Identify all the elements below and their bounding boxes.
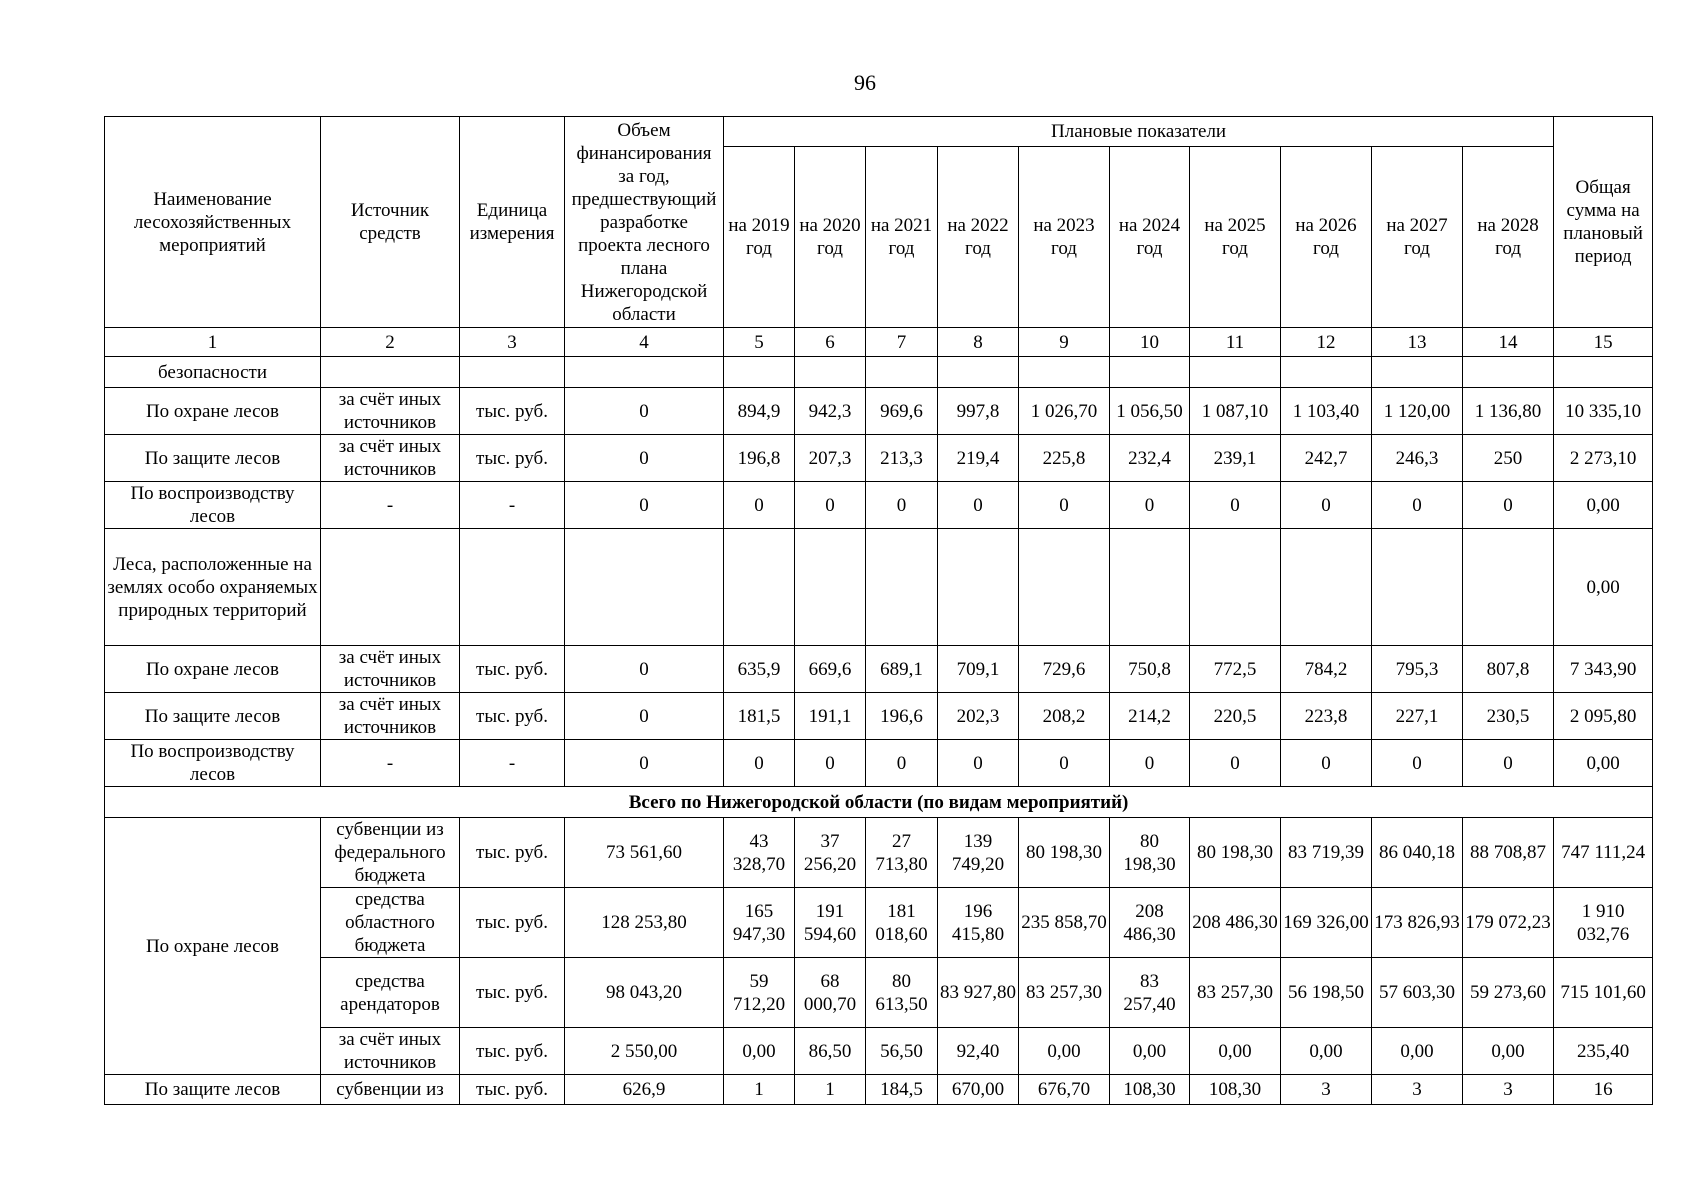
value-cell: 1 103,40	[1281, 388, 1372, 435]
value-cell: 56,50	[866, 1028, 938, 1075]
value-cell: 3	[1281, 1075, 1372, 1105]
value-cell: 0	[866, 482, 938, 529]
activity-name: Леса, расположенные на землях особо охраняемых природных территорий	[105, 529, 321, 646]
value-cell: 0	[1463, 740, 1554, 787]
value-cell: 37 256,20	[795, 818, 866, 888]
value-cell: 807,8	[1463, 646, 1554, 693]
value-cell: 86,50	[795, 1028, 866, 1075]
table-row	[105, 482, 1653, 529]
header-source: Источник средств	[321, 117, 460, 328]
value-cell: 0	[565, 693, 724, 740]
value-cell: 0	[1372, 482, 1463, 529]
value-cell: 0,00	[1554, 740, 1653, 787]
value-cell: 676,70	[1019, 1075, 1110, 1105]
value-cell: 80 613,50	[866, 958, 938, 1028]
column-number: 13	[1372, 328, 1463, 357]
section-row	[105, 787, 1653, 818]
value-cell: 27 713,80	[866, 818, 938, 888]
table-row	[105, 888, 1653, 958]
empty-cell	[321, 529, 460, 646]
unit: -	[460, 740, 565, 787]
value-cell: 213,3	[866, 435, 938, 482]
activity-name: По охране лесов	[105, 646, 321, 693]
table-row	[105, 646, 1653, 693]
value-cell: 108,30	[1110, 1075, 1190, 1105]
value-cell: 80 198,30	[1019, 818, 1110, 888]
funding-source: за счёт иных источников	[321, 388, 460, 435]
table-row	[105, 958, 1653, 1028]
value-cell: 73 561,60	[565, 818, 724, 888]
table-row	[105, 1028, 1653, 1075]
table-row	[105, 1075, 1653, 1105]
value-cell: 0	[1110, 740, 1190, 787]
value-cell: 128 253,80	[565, 888, 724, 958]
value-cell: 0	[1372, 740, 1463, 787]
value-cell: 230,5	[1463, 693, 1554, 740]
value-cell: 1	[795, 1075, 866, 1105]
value-cell: 750,8	[1110, 646, 1190, 693]
column-number: 3	[460, 328, 565, 357]
value-cell: 0	[938, 482, 1019, 529]
column-number: 7	[866, 328, 938, 357]
value-cell: 219,4	[938, 435, 1019, 482]
funding-source: за счёт иных источников	[321, 693, 460, 740]
value-cell: 894,9	[724, 388, 795, 435]
value-cell: 0	[1190, 740, 1281, 787]
column-number: 14	[1463, 328, 1554, 357]
value-cell: 202,3	[938, 693, 1019, 740]
value-cell: 689,1	[866, 646, 938, 693]
activity-name: По защите лесов	[105, 1075, 321, 1105]
funding-source: средства арендаторов	[321, 958, 460, 1028]
value-cell: 969,6	[866, 388, 938, 435]
funding-source: за счёт иных источников	[321, 435, 460, 482]
value-cell: 196,8	[724, 435, 795, 482]
value-cell: 0	[565, 740, 724, 787]
value-cell: 208,2	[1019, 693, 1110, 740]
value-cell: 942,3	[795, 388, 866, 435]
column-number: 5	[724, 328, 795, 357]
page-number: 96	[854, 70, 876, 95]
header-year: на 2023 год	[1019, 147, 1110, 328]
value-cell: 635,9	[724, 646, 795, 693]
value-cell: 108,30	[1190, 1075, 1281, 1105]
value-cell: 2 095,80	[1554, 693, 1653, 740]
value-cell: 0	[1019, 740, 1110, 787]
empty-cell	[1019, 529, 1110, 646]
table-row	[105, 435, 1653, 482]
value-cell: 220,5	[1190, 693, 1281, 740]
empty-cell	[1110, 529, 1190, 646]
header-year: на 2020 год	[795, 147, 866, 328]
value-cell: 250	[1463, 435, 1554, 482]
value-cell: 2 550,00	[565, 1028, 724, 1075]
header-planned: Плановые показатели	[724, 117, 1554, 147]
value-cell: 43 328,70	[724, 818, 795, 888]
value-cell: 0,00	[1554, 529, 1653, 646]
value-cell: 246,3	[1372, 435, 1463, 482]
unit: тыс. руб.	[460, 693, 565, 740]
value-cell: 179 072,23	[1463, 888, 1554, 958]
value-cell: 0	[1281, 482, 1372, 529]
value-cell: 2 273,10	[1554, 435, 1653, 482]
table-row	[105, 740, 1653, 787]
value-cell: 795,3	[1372, 646, 1463, 693]
empty-cell	[1190, 529, 1281, 646]
empty-cell	[1372, 529, 1463, 646]
empty-cell	[460, 529, 565, 646]
header-year: на 2028 год	[1463, 147, 1554, 328]
header-year: на 2024 год	[1110, 147, 1190, 328]
header-year: на 2025 год	[1190, 147, 1281, 328]
header-year: на 2019 год	[724, 147, 795, 328]
empty-cell	[1281, 529, 1372, 646]
value-cell: 0,00	[1019, 1028, 1110, 1075]
column-number: 1	[105, 328, 321, 357]
activity-name: По защите лесов	[105, 435, 321, 482]
funding-source: за счёт иных источников	[321, 1028, 460, 1075]
value-cell: 0,00	[1110, 1028, 1190, 1075]
value-cell: 729,6	[1019, 646, 1110, 693]
value-cell: 59 712,20	[724, 958, 795, 1028]
value-cell: 214,2	[1110, 693, 1190, 740]
value-cell: 0,00	[724, 1028, 795, 1075]
column-number: 8	[938, 328, 1019, 357]
value-cell: 0,00	[1463, 1028, 1554, 1075]
value-cell: 0	[1281, 740, 1372, 787]
value-cell: 223,8	[1281, 693, 1372, 740]
value-cell: 57 603,30	[1372, 958, 1463, 1028]
empty-cell	[724, 529, 795, 646]
value-cell: 83 257,30	[1190, 958, 1281, 1028]
empty-cell	[1463, 529, 1554, 646]
column-number: 15	[1554, 328, 1653, 357]
value-cell: 1 910 032,76	[1554, 888, 1653, 958]
funding-source: средства областного бюджета	[321, 888, 460, 958]
value-cell: 181,5	[724, 693, 795, 740]
value-cell: 80 198,30	[1110, 818, 1190, 888]
value-cell: 0	[565, 388, 724, 435]
value-cell: 184,5	[866, 1075, 938, 1105]
value-cell: 1 087,10	[1190, 388, 1281, 435]
value-cell: 227,1	[1372, 693, 1463, 740]
table-row	[105, 388, 1653, 435]
activity-name: По охране лесов	[105, 388, 321, 435]
value-cell: 0	[1463, 482, 1554, 529]
continuation-label: безопасности	[105, 357, 321, 388]
value-cell: 772,5	[1190, 646, 1281, 693]
value-cell: 88 708,87	[1463, 818, 1554, 888]
value-cell: 715 101,60	[1554, 958, 1653, 1028]
value-cell: 0	[795, 482, 866, 529]
value-cell: 0,00	[1554, 482, 1653, 529]
value-cell: 235 858,70	[1019, 888, 1110, 958]
value-cell: 208 486,30	[1190, 888, 1281, 958]
value-cell: 232,4	[1110, 435, 1190, 482]
column-number: 2	[321, 328, 460, 357]
value-cell: 0	[938, 740, 1019, 787]
header-unit: Единица измерения	[460, 117, 565, 328]
forest-plan-table	[104, 116, 1653, 1105]
header-year: на 2021 год	[866, 147, 938, 328]
table-body	[105, 117, 1653, 1105]
unit: тыс. руб.	[460, 388, 565, 435]
activity-name: По воспроизводству лесов	[105, 482, 321, 529]
value-cell: 16	[1554, 1075, 1653, 1105]
value-cell: 0	[795, 740, 866, 787]
funding-source: -	[321, 740, 460, 787]
continuation-row	[105, 357, 1653, 388]
value-cell: 3	[1463, 1075, 1554, 1105]
value-cell: 80 198,30	[1190, 818, 1281, 888]
header-name: Наименование лесохозяйственных мероприятий	[105, 117, 321, 328]
value-cell: 0	[565, 482, 724, 529]
value-cell: 0	[1019, 482, 1110, 529]
table-row	[105, 818, 1653, 888]
column-number-row	[105, 328, 1653, 357]
column-number: 12	[1281, 328, 1372, 357]
unit: -	[460, 482, 565, 529]
unit: тыс. руб.	[460, 958, 565, 1028]
value-cell: 0	[565, 646, 724, 693]
value-cell: 242,7	[1281, 435, 1372, 482]
value-cell: 0	[724, 740, 795, 787]
header-volume: Объем финансирования за год, предшествующий разработке проекта лесного плана Нижегородской области	[565, 117, 724, 328]
value-cell: 191 594,60	[795, 888, 866, 958]
value-cell: 1 056,50	[1110, 388, 1190, 435]
value-cell: 196,6	[866, 693, 938, 740]
unit: тыс. руб.	[460, 435, 565, 482]
value-cell: 0,00	[1372, 1028, 1463, 1075]
value-cell: 1 026,70	[1019, 388, 1110, 435]
value-cell: 208 486,30	[1110, 888, 1190, 958]
value-cell: 139 749,20	[938, 818, 1019, 888]
value-cell: 92,40	[938, 1028, 1019, 1075]
unit: тыс. руб.	[460, 646, 565, 693]
value-cell: 83 257,40	[1110, 958, 1190, 1028]
column-number: 6	[795, 328, 866, 357]
value-cell: 196 415,80	[938, 888, 1019, 958]
value-cell: 225,8	[1019, 435, 1110, 482]
group-name: По охране лесов	[105, 818, 321, 1075]
value-cell: 169 326,00	[1281, 888, 1372, 958]
column-number: 11	[1190, 328, 1281, 357]
value-cell: 10 335,10	[1554, 388, 1653, 435]
header-row-top	[105, 117, 1653, 147]
value-cell: 709,1	[938, 646, 1019, 693]
funding-source: субвенции из федерального бюджета	[321, 818, 460, 888]
value-cell: 784,2	[1281, 646, 1372, 693]
value-cell: 59 273,60	[1463, 958, 1554, 1028]
value-cell: 626,9	[565, 1075, 724, 1105]
unit: тыс. руб.	[460, 1028, 565, 1075]
section-title: Всего по Нижегородской области (по видам мероприятий)	[105, 787, 1653, 818]
value-cell: 0,00	[1190, 1028, 1281, 1075]
header-year: на 2027 год	[1372, 147, 1463, 328]
funding-source: -	[321, 482, 460, 529]
value-cell: 165 947,30	[724, 888, 795, 958]
value-cell: 0	[724, 482, 795, 529]
value-cell: 68 000,70	[795, 958, 866, 1028]
value-cell: 239,1	[1190, 435, 1281, 482]
empty-cell	[938, 529, 1019, 646]
activity-name: По воспроизводству лесов	[105, 740, 321, 787]
value-cell: 83 719,39	[1281, 818, 1372, 888]
value-cell: 181 018,60	[866, 888, 938, 958]
column-number: 9	[1019, 328, 1110, 357]
activity-name: По защите лесов	[105, 693, 321, 740]
value-cell: 191,1	[795, 693, 866, 740]
value-cell: 0	[1190, 482, 1281, 529]
value-cell: 669,6	[795, 646, 866, 693]
value-cell: 173 826,93	[1372, 888, 1463, 958]
column-number: 10	[1110, 328, 1190, 357]
column-number: 4	[565, 328, 724, 357]
value-cell: 98 043,20	[565, 958, 724, 1028]
unit: тыс. руб.	[460, 888, 565, 958]
unit: тыс. руб.	[460, 1075, 565, 1105]
value-cell: 56 198,50	[1281, 958, 1372, 1028]
value-cell: 83 257,30	[1019, 958, 1110, 1028]
value-cell: 0	[866, 740, 938, 787]
empty-cell	[866, 529, 938, 646]
unit: тыс. руб.	[460, 818, 565, 888]
value-cell: 83 927,80	[938, 958, 1019, 1028]
value-cell: 7 343,90	[1554, 646, 1653, 693]
value-cell: 235,40	[1554, 1028, 1653, 1075]
value-cell: 3	[1372, 1075, 1463, 1105]
value-cell: 207,3	[795, 435, 866, 482]
value-cell: 1 120,00	[1372, 388, 1463, 435]
empty-cell	[795, 529, 866, 646]
table-row	[105, 693, 1653, 740]
value-cell: 670,00	[938, 1075, 1019, 1105]
value-cell: 1	[724, 1075, 795, 1105]
value-cell: 0	[1110, 482, 1190, 529]
table-row	[105, 529, 1653, 646]
header-year: на 2022 год	[938, 147, 1019, 328]
funding-source: за счёт иных источников	[321, 646, 460, 693]
header-year: на 2026 год	[1281, 147, 1372, 328]
value-cell: 1 136,80	[1463, 388, 1554, 435]
header-total: Общая сумма на плановый период	[1554, 117, 1653, 328]
value-cell: 747 111,24	[1554, 818, 1653, 888]
value-cell: 0	[565, 435, 724, 482]
value-cell: 0,00	[1281, 1028, 1372, 1075]
funding-source: субвенции из	[321, 1075, 460, 1105]
value-cell: 86 040,18	[1372, 818, 1463, 888]
empty-cell	[565, 529, 724, 646]
value-cell: 997,8	[938, 388, 1019, 435]
